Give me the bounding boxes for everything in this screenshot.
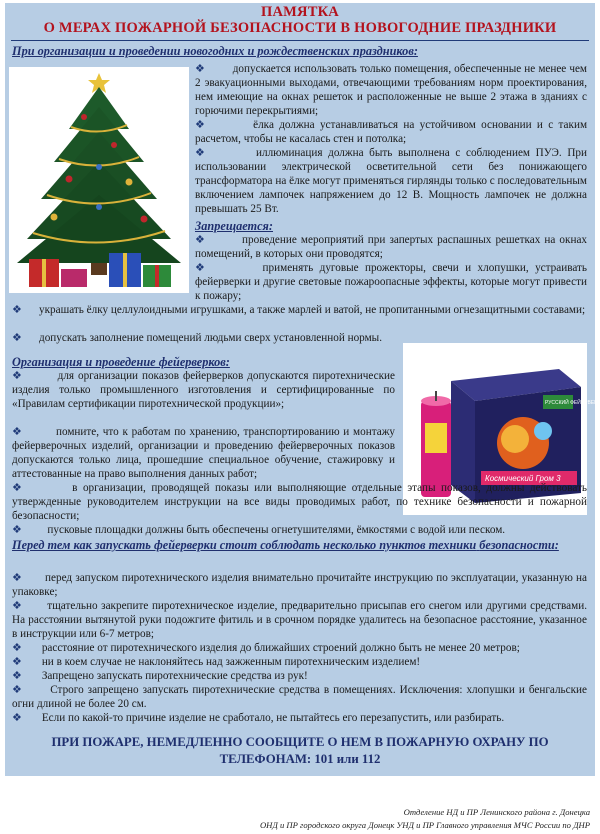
forbidden-item-2: ❖ применять дуговые прожекторы, свечи и хлопушки, устраивать фейерверки и другие световые пожароопасные эффекты, которые могут привести к пожару; xyxy=(195,262,587,302)
christmas-tree-image xyxy=(9,67,189,293)
bullet-icon: ❖ xyxy=(195,63,206,75)
document-title: ПАМЯТКА xyxy=(261,4,339,20)
bullet-icon: ❖ xyxy=(12,304,23,316)
emergency-notice-line2: ТЕЛЕФОНАМ: 101 или 112 xyxy=(219,752,381,766)
firework-brand-label: РУССКИЙ ФЕЙЕРВЕРК xyxy=(545,400,600,406)
section1-item-1: ❖ допускается использовать только помещения, обеспеченные не менее чем 2 эвакуационными выходами, отвечающими требованиям норм проектирования, нем имеющие на окнах решеток и расположенные не выше 2 этажа в зданиях с горючими перекрытиями; xyxy=(195,63,588,117)
forbidden-item-4: ❖ допускать заполнение помещений людьми сверх установленной нормы. xyxy=(12,332,382,344)
section1-item-2: ❖ ёлка должна устанавливаться на устойчивом основании и с таким расчетом, чтобы не касалась стен и потолка; xyxy=(195,119,588,145)
signature-line2: ОНД и ПР городского округа Донецк УНД и ПР Главного управления МЧС России по ДНР xyxy=(259,820,590,830)
section3-item-5: ❖ Запрещено запускать пиротехнические средства из рук! xyxy=(12,670,308,682)
title-divider xyxy=(11,40,589,41)
emergency-notice-line1: ПРИ ПОЖАРЕ, НЕМЕДЛЕННО СООБЩИТЕ О НЕМ В ПОЖАРНУЮ ОХРАНУ ПО xyxy=(51,735,549,749)
section3-item-3: ❖ расстояние от пиротехнического изделия до ближайших строений должно быть не менее 20 метров; xyxy=(12,642,520,654)
forbidden-item-3: ❖ украшать ёлку целлулоидными игрушками, а также марлей и ватой, не пропитанными огнезащитными составами; xyxy=(12,304,586,316)
bullet-icon: ❖ xyxy=(195,119,208,131)
bullet-icon: ❖ xyxy=(12,572,23,584)
forbidden-item-1: ❖ проведение мероприятий при запертых распашных решетках на окнах помещений, в которых они проводятся; xyxy=(195,234,588,260)
section3-item-7: ❖ Если по какой-то причине изделие не сработало, не пытайтесь его перезапустить, или разбирать. xyxy=(12,712,505,724)
section1-heading: При организации и проведении новогодних и рождественских праздников: xyxy=(12,44,418,58)
bullet-icon: ❖ xyxy=(12,684,24,696)
bullet-icon: ❖ xyxy=(12,426,23,438)
section2-heading: Организация и проведение фейерверков: xyxy=(12,355,230,369)
bullet-icon: ❖ xyxy=(12,600,23,612)
bullet-icon: ❖ xyxy=(195,262,209,274)
signature-line1: Отделение НД и ПР Ленинского района г. Донецка xyxy=(403,807,590,817)
forbidden-heading: Запрещается: xyxy=(195,219,273,233)
section2-item-1: ❖ для организации показов фейерверков допускаются пиротехнические изделия только промышленного изготовления и сертифицированные по «Правилам сертификации пиротехнической продукции»; xyxy=(12,370,396,410)
bullet-icon: ❖ xyxy=(12,670,23,682)
bullet-icon: ❖ xyxy=(12,524,23,536)
bullet-icon: ❖ xyxy=(195,147,208,159)
section2-item-3: ❖ в организации, проводящей показы или выполняющие отдельные этапы показов, должны действовать утвержденные руководителем инструкции на все виды проводимых работ, по технике безопасности и пожарной безопасности; xyxy=(12,482,588,522)
bullet-icon: ❖ xyxy=(12,712,23,724)
section3-item-4: ❖ ни в коем случае не наклоняйтесь над зажженным пиротехническим изделием! xyxy=(12,656,421,668)
bullet-icon: ❖ xyxy=(12,656,23,668)
section3-heading: Перед тем как запускать фейерверки стоит соблюдать несколько пунктов техники безопасности: xyxy=(12,538,559,552)
leaflet-panel xyxy=(5,3,600,776)
section2-item-4: ❖ пусковые площадки должны быть обеспечены огнетушителями, ёмкостями с водой или песком. xyxy=(12,524,506,536)
bullet-icon: ❖ xyxy=(12,370,24,382)
document-subtitle: О МЕРАХ ПОЖАРНОЙ БЕЗОПАСНОСТИ В НОВОГОДНИЕ ПРАЗДНИКИ xyxy=(43,20,557,36)
section3-item-6: ❖ Строго запрещено запускать пиротехнические средства в помещениях. Исключения: хлопушки и бенгальские огни длиной не более 20 см. xyxy=(12,684,588,710)
section1-item-3: ❖ иллюминация должна быть выполнена с соблюдением ПУЭ. При использовании электрической осветительной сети без понижающего трансформатора на ёлке могут применяться гирлянды только с последовательным включением лампочек напряжением до 12 В. Мощность лампочек не должна превышать 25 Вт. xyxy=(195,147,587,215)
bullet-icon: ❖ xyxy=(195,234,207,246)
bullet-icon: ❖ xyxy=(12,642,23,654)
section3-item-1: ❖ перед запуском пиротехнического изделия внимательно прочитайте инструкцию по эксплуатации, указанную на упаковке; xyxy=(12,572,588,598)
section3-item-2: ❖ тщательно закрепите пиротехническое изделие, предварительно присыпав его снегом или другими средствами. На расстоянии вытянутой руки подожгите фитиль и в срочном порядке удалитесь на безопасное расстояние, указанное в инструкции или 6-7 метров; xyxy=(12,600,587,640)
firework-box-label: Космический Гром 3 xyxy=(485,474,561,483)
bullet-icon: ❖ xyxy=(12,332,23,344)
section2-item-2: ❖ помните, что к работам по хранению, транспортированию и монтажу фейерверочных изделий, организации и проведению фейерверочных показов допускаются только лица, прошедшие специальное обучение, стажировку и аттестованные на право выполнения данных работ; xyxy=(12,426,396,480)
bullet-icon: ❖ xyxy=(12,482,25,494)
